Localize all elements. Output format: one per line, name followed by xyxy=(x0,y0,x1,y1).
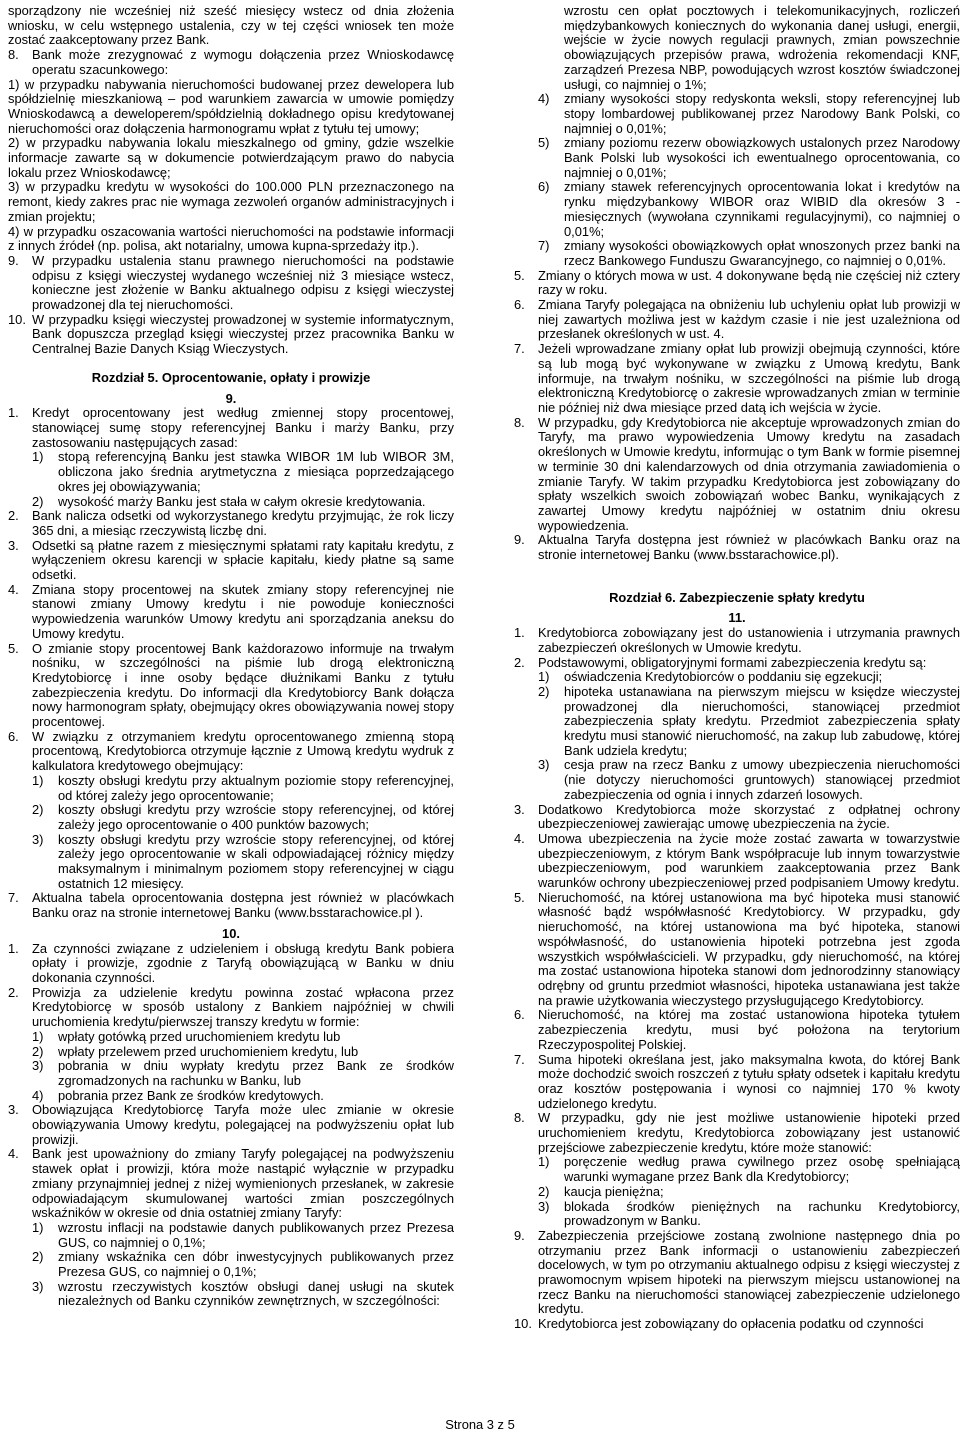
item-text: poręczenie według prawa cywilnego przez osobę spełniającą warunki wymagane przez Bank dla Kredytobiorcy; xyxy=(564,1154,960,1185)
item-text: Bank nalicza odsetki od wykorzystanego kredytu przyjmując, że rok liczy 365 dni, a miesiąc rzeczywistą liczbę dni. xyxy=(32,508,454,538)
numbered-item xyxy=(514,342,960,416)
item-text: kaucja pieniężna; xyxy=(564,1183,664,1199)
item-text: wpłaty gotówką przed uruchomieniem kredytu lub xyxy=(58,1028,341,1044)
list-subitem xyxy=(32,1089,454,1104)
item-number: 7) xyxy=(538,238,550,254)
list-subitem xyxy=(538,4,960,92)
item-text: Bank jest upoważniony do zmiany Taryfy polegającej na podwyższeniu stawek opłat i prowizji, która może nastąpić wyłącznie w przypadku zmiany przynajmniej jednej z niżej wymienionych przesłanek, w zakresie odpowiadającym skumulowanej wartości zmian poszczególnych wskaźników w okresie od dnia ostatniej zmiany Taryfy: xyxy=(32,1146,454,1221)
text-paragraph: 2) w przypadku nabywania lokalu mieszkalnego od gminy, gdzie wszelkie informacje zawarte są w dokumencie potwierdzającym prawo do nabycia lokalu przez Wnioskodawcę; xyxy=(8,135,454,180)
page-number: Strona 3 z 5 xyxy=(445,1417,515,1432)
item-text: wzrostu rzeczywistych kosztów obsługi danej usługi na skutek niezależnych od Banku czynników zewnętrznych, w szczególności: xyxy=(58,1278,454,1309)
list-subitem xyxy=(538,136,960,180)
numbered-item xyxy=(514,832,960,891)
item-text: Zmiany o których mowa w ust. 4 dokonywane będą nie częściej niż cztery razy w roku. xyxy=(538,267,960,298)
item-text: koszty obsługi kredytu przy wzroście stopy referencyjnej, od której zależy jego oprocentowanie o 400 punktów bazowych; xyxy=(58,802,454,832)
left-column xyxy=(8,4,454,1309)
list-subitem xyxy=(538,1200,960,1229)
item-text: stopą referencyjną Banku jest stawka WIBOR 1M lub WIBOR 3M, obliczona jako średnia arytmetyczna z miesiąca poprzedzającego okres jej obowiązywania; xyxy=(58,449,454,494)
item-text: Kredytobiorca zobowiązany jest do ustanowienia i utrzymania prawnych zabezpieczeń określonych w Umowie kredytu. xyxy=(538,625,960,655)
item-number: 4) xyxy=(538,91,550,107)
list-subitem xyxy=(538,92,960,136)
numbered-item xyxy=(514,298,960,342)
item-text: zmiany wysokości obowiązkowych opłat wnoszonych przez banki na rzecz Bankowego Funduszu Gwarancyjnego, co najmniej o 0,01%. xyxy=(564,238,960,268)
item-text: hipoteka ustanawiana na pierwszym miejscu w księdze wieczystej prowadzonej dla nieruchomości, stanowiącej przedmiot zabezpieczenia spłaty kredytu. Przedmiot zabezpieczenia spłaty kredytu musi stanowić nieruchomość, na zakup lub zabudowę, której Bank udziela kredytu; xyxy=(564,683,960,758)
item-text: W przypadku księgi wieczystej prowadzonej w systemie informatycznym, Bank dopuszcza przegląd księgi wieczystej przez pracownika Banku w Centralnej Bazie Danych Ksiąg Wieczystych. xyxy=(32,311,454,357)
item-number: 2) xyxy=(538,1183,550,1199)
item-text: cesja praw na rzecz Banku z umowy ubezpieczenia nieruchomości (nie dotyczy nieruchomości gruntowych) stanowiącej przedmiot zabezpieczenia od ognia i innych zdarzeń losowych. xyxy=(564,757,960,802)
item-text: Dodatkowo Kredytobiorca może skorzystać z odpłatnej ochrony ubezpieczeniowej zawierając umowę ubezpieczenia na życie. xyxy=(538,801,960,832)
list-subitem xyxy=(32,495,454,510)
item-text: Jeżeli wprowadzane zmiany opłat lub prowizji obejmują czynności, które są lub mogą być wykonywane w związku z Umową kredytu, Bank informuje, na trwałym nośniku, w szczególności na piśmie lub drogą elektroniczną Kredytobiorcę o zakresie wprowadzanych zmian w terminie nie później niż dwa miesiące przed datą ich wejścia w życie. xyxy=(538,341,960,415)
text-paragraph: sporządzony nie wcześniej niż sześć miesięcy wstecz od dnia złożenia wniosku, w celu wstępnego ustalenia, czy w tej części wniosek ten może zostać zaakceptowany przez Bank. xyxy=(8,4,454,48)
text-paragraph: 3) w przypadku kredytu w wysokości do 100.000 PLN przeznaczonego na remont, kiedy zakres prac nie wymaga zezwoleń organów administracyjnych i zmian projektu; xyxy=(8,179,454,224)
numbered-item xyxy=(8,254,454,313)
item-number: 1) xyxy=(538,669,550,685)
numbered-item xyxy=(8,942,454,986)
item-text: Aktualna tabela oprocentowania dostępna jest również w placówkach Banku oraz na stronie internetowej Banku (www.bsstarachowice.pl ). xyxy=(32,890,454,921)
numbered-item xyxy=(8,583,454,642)
section-number: 11. xyxy=(728,610,746,626)
item-text: Kredytobiorca jest zobowiązany do opłacenia podatku od czynności xyxy=(538,1316,924,1332)
section-number: 9. xyxy=(225,390,237,406)
item-number: 6. xyxy=(514,297,525,313)
numbered-item xyxy=(8,406,454,450)
item-number: 1. xyxy=(514,625,525,641)
item-text: koszty obsługi kredytu przy aktualnym poziomie stopy referencyjnej, od której zależy jego oprocentowanie; xyxy=(58,772,454,803)
item-number: 5) xyxy=(538,135,550,151)
numbered-item xyxy=(8,539,454,583)
item-number: 6. xyxy=(8,728,19,744)
list-subitem xyxy=(538,670,960,685)
right-column xyxy=(514,4,960,1332)
numbered-item xyxy=(514,626,960,655)
item-number: 7. xyxy=(8,890,19,906)
chapter-heading: Rozdział 6. Zabezpieczenie spłaty kredytu xyxy=(609,589,865,605)
item-text: Zabezpieczenia przejściowe zostaną zwolnione następnego dnia po otrzymaniu przez Bank informacji o ustanowieniu zabezpieczeń docelowych, w tym po otrzymaniu aktualnego odpisu z księgi wieczystej z prawomocnym wpisem hipoteki na pierwszym miejscu ustanowionej na rzecz Banku na nieruchomości stanowiącej zabezpieczenie udzielonego kredytu. xyxy=(538,1227,960,1317)
list-subitem xyxy=(32,1030,454,1045)
item-number: 1. xyxy=(8,940,19,956)
numbered-item xyxy=(514,1111,960,1155)
item-text: Obowiązująca Kredytobiorcę Taryfa może ulec zmianie w okresie obowiązywania Umowy kredytu, polegającej na podwyższeniu opłat lub prowizji. xyxy=(32,1102,454,1147)
item-text: blokada środków pieniężnych na rachunku Kredytobiorcy, prowadzonym w Banku. xyxy=(564,1198,960,1229)
item-number: 2) xyxy=(32,802,44,818)
item-number: 2) xyxy=(32,1043,44,1059)
list-subitem xyxy=(538,685,960,759)
item-number: 8. xyxy=(514,1110,525,1126)
item-text: Odsetki są płatne razem z miesięcznymi spłatami raty kapitału kredytu, z wyłączeniem okresu karencji w spłacie kapitału, kiedy płatne są same odsetki. xyxy=(32,537,454,583)
list-subitem xyxy=(538,180,960,239)
item-number: 1. xyxy=(8,405,19,421)
list-subitem xyxy=(538,758,960,802)
list-subitem xyxy=(32,1059,454,1088)
item-number: 10. xyxy=(8,311,26,327)
list-subitem xyxy=(538,1185,960,1200)
numbered-item xyxy=(514,1229,960,1317)
chapter-heading: Rozdział 5. Oprocentowanie, opłaty i prowizje xyxy=(91,369,371,385)
numbered-item xyxy=(514,1008,960,1052)
list-subitem xyxy=(32,833,454,892)
item-number: 2. xyxy=(8,508,19,524)
item-number: 1) xyxy=(32,772,44,788)
item-text: Podstawowymi, obligatoryjnymi formami zabezpieczenia kredytu są: xyxy=(538,654,927,670)
item-text: Aktualna Taryfa dostępna jest również w placówkach Banku oraz na stronie internetowej Banku (www.bsstarachowice.pl). xyxy=(538,532,960,563)
item-text: W przypadku, gdy nie jest możliwe ustanowienie hipoteki przed uruchomieniem kredytu, Kredytobiorca zobowiązany jest ustanowić przejściowe zabezpieczenie kredytu, które może stanowić: xyxy=(538,1110,960,1155)
numbered-item xyxy=(514,803,960,832)
item-text: W przypadku ustalenia stanu prawnego nieruchomości na podstawie odpisu z księgi wieczystej wydanego wcześniej niż 3 miesiące wstecz, konieczne jest złożenie w Banku aktualnego odpisu z księgi wieczystej prowadzonej dla tej nieruchomości. xyxy=(32,252,454,313)
item-number: 8. xyxy=(8,47,19,63)
item-number: 1) xyxy=(32,449,44,465)
item-number: 1) xyxy=(32,1219,44,1235)
item-text: zmiany wskaźnika cen dóbr inwestycyjnych publikowanych przez Prezesa GUS, co najmniej o 0,1%; xyxy=(58,1249,454,1280)
text-paragraph: 1) w przypadku nabywania nieruchomości budowanej przez dewelopera lub spółdzielnię mieszkaniową – pod warunkiem zawarcia w umowie pomiędzy Wnioskodawcą a deweloperem/spółdzielnią dokładnego opisu kredytowanej nieruchomości oraz dołączenia harmonogramu wpłat z tytułu tej umowy; xyxy=(8,76,454,136)
item-number: 3. xyxy=(514,801,525,817)
numbered-item xyxy=(514,656,960,671)
list-subitem xyxy=(32,450,454,494)
numbered-item xyxy=(514,1317,960,1332)
item-text: Nieruchomość, na której ma zostać ustanowiona hipoteka tytułem zabezpieczenia kredytu, musi być położona na terytorium Rzeczypospolitej Polskiej. xyxy=(538,1007,960,1052)
numbered-item xyxy=(514,416,960,534)
item-text: pobrania przez Bank ze środków kredytowych. xyxy=(58,1087,324,1103)
item-number: 6. xyxy=(514,1007,525,1023)
list-subitem xyxy=(32,1250,454,1279)
item-text: oświadczenia Kredytobiorców o poddaniu się egzekucji; xyxy=(564,669,883,685)
item-number: 1) xyxy=(32,1028,44,1044)
numbered-item xyxy=(8,48,454,77)
item-text: wpłaty przelewem przed uruchomieniem kredytu, lub xyxy=(58,1043,359,1059)
item-number: 3) xyxy=(538,1198,550,1214)
item-text: wysokość marży Banku jest stała w całym okresie kredytowania. xyxy=(58,493,426,509)
item-text: Suma hipoteki określana jest, jako maksymalna kwota, do której Bank może dochodzić swoich roszczeń z tytułu spłaty odsetek i kapitału kredytu oraz kosztów postępowania i wynosi co najmniej 170 % kwoty udzielonego kredytu. xyxy=(538,1051,960,1111)
list-subitem xyxy=(538,1155,960,1184)
item-number: 1) xyxy=(538,1154,550,1170)
item-number: 4. xyxy=(514,830,525,846)
item-number: 7. xyxy=(514,341,525,357)
item-text: W związku z otrzymaniem kredytu oprocentowanego zmienną stopą procentową, Kredytobiorca otrzymuje łącznie z Umową kredytu wydruk z kalkulatora kredytowego obejmujący: xyxy=(32,728,454,774)
section-number: 10. xyxy=(222,925,240,941)
item-number: 2) xyxy=(32,1249,44,1265)
item-text: pobrania w dniu wypłaty kredytu przez Bank ze środków zgromadzonych na rachunku w Banku, lub xyxy=(58,1058,454,1088)
item-number: 5. xyxy=(514,889,525,905)
list-subitem xyxy=(32,774,454,803)
numbered-item xyxy=(8,1103,454,1147)
list-subitem xyxy=(538,239,960,268)
item-number: 9. xyxy=(514,532,525,548)
item-text: koszty obsługi kredytu przy wzroście stopy referencyjnej, od której zależy jego oprocentowanie w skali odpowiadającej różnicy między maksymalnym i minimalnym poziomem stopy referencyjnej w ciągu ostatnich 12 miesięcy. xyxy=(58,831,454,891)
item-number: 9. xyxy=(514,1227,525,1243)
item-number: 4. xyxy=(8,581,19,597)
item-text: O zmianie stopy procentowej Bank każdorazowo informuje na trwałym nośniku, w szczególności na piśmie lub drogą elektroniczną Kredytobiorcę i inne osoby będące dłużnikami Banku z tytułu zabezpieczenia kredytu. Do informacji dla Kredytobiorcy Bank dołącza nowy harmonogram spłaty, obejmujący okres obowiązywania nowej stopy procentowej. xyxy=(32,640,454,730)
item-number: 3. xyxy=(8,1102,19,1118)
item-number: 3) xyxy=(538,757,550,773)
numbered-item xyxy=(514,891,960,1009)
item-number xyxy=(538,4,564,92)
numbered-item xyxy=(8,730,454,774)
item-number: 3) xyxy=(32,1278,44,1294)
spacer xyxy=(514,563,960,577)
item-number: 2. xyxy=(514,654,525,670)
numbered-item xyxy=(514,1053,960,1112)
item-text: zmiany wysokości stopy redyskonta weksli, stopy referencyjnej lub stopy lombardowej publikowanej przez Narodowy Bank Polski, co najmniej o 0,01%; xyxy=(564,91,960,136)
item-text: wzrostu inflacji na podstawie danych publikowanych przez Prezesa GUS, co najmniej o 0,1%; xyxy=(58,1219,454,1250)
item-text: Nieruchomość, na której ustanowiona ma być hipoteka musi stanowić własność bądź współwłasność Kredytobiorcy. W przypadku, gdy nieruchomość, na której ustanowiona ma być hipoteka, stanowi współwłasność, do ustanowienia hipoteki potrzebna jest zgoda wszystkich współwłaścicieli. W przypadku, gdy nieruchomość, na której ma zostać ustanowiona hipoteka stanowi dom jednorodzinny stanowiący odrębny od gruntu przedmiot własności, hipoteka ustanawiana jest także na prawie użytkowania wieczystego przysługującego Kredytobiorcy. xyxy=(538,889,960,1008)
item-number: 2) xyxy=(538,683,550,699)
item-number: 10. xyxy=(514,1316,532,1332)
item-text: Kredyt oprocentowany jest według zmiennej stopy procentowej, stanowiącej sumę stopy referencyjnej Banku i marży Banku, przy zastosowaniu następujących zasad: xyxy=(32,405,454,450)
item-text: Za czynności związane z udzieleniem i obsługą kredytu Bank pobiera opłaty i prowizje, zgodnie z Taryfą obowiązującą w Banku w dniu dokonania czynności. xyxy=(32,940,454,985)
numbered-item xyxy=(8,891,454,920)
item-number: 4. xyxy=(8,1146,19,1162)
numbered-item xyxy=(8,313,454,357)
item-number: 3) xyxy=(32,831,44,847)
item-number: 8. xyxy=(514,414,525,430)
list-subitem xyxy=(32,1221,454,1250)
numbered-item xyxy=(514,533,960,562)
list-subitem xyxy=(32,1045,454,1060)
item-number: 5. xyxy=(8,640,19,656)
item-number: 7. xyxy=(514,1051,525,1067)
numbered-item xyxy=(8,642,454,730)
item-number: 5. xyxy=(514,267,525,283)
item-text: zmiany stawek referencyjnych oprocentowania lokat i kredytów na rynku międzybankowy WIBOR oraz WIBID dla okresów 3 - miesięcznych (wywołana czynnikami regulacyjnymi), co najmniej o 0,01%; xyxy=(564,179,960,239)
list-subitem xyxy=(32,803,454,832)
item-text: wzrostu cen opłat pocztowych i telekomunikacyjnych, rozliczeń międzybankowych koniecznych do wykonania danej usługi, energii, wejście w życie nowych regulacji prawnych, zmian powszechnie obowiązujących przepisów prawa, wdrożenia rekomendacji KNF, zarządzeń Prezesa NBP, powodujących wzrost kosztów świadczonej usługi, co najmniej o 1%; xyxy=(564,4,960,92)
item-text: Zmiana stopy procentowej na skutek zmiany stopy referencyjnej nie stanowi zmiany Umowy kredytu i nie powoduje konieczności wypowiedzenia warunków Umowy kredytu ani sporządzania aneksu do Umowy kredytu. xyxy=(32,581,454,641)
item-text: W przypadku, gdy Kredytobiorca nie akceptuje wprowadzonych zmian do Taryfy, ma prawo wypowiedzenia Umowy kredytu na zasadach określonych w Umowie kredytu, informując o tym Bank w formie pisemnej w terminie 30 dni kalendarzowych od dnia otrzymania zawiadomienia o zmianie Taryfy. W takim przypadku Kredytobiorca jest zobowiązany do spłaty wszelkich swoich zobowiązań wobec Banku, wynikających z zawartej Umowy kredytu najpóźniej w ostatnim dniu okresu wypowiedzenia. xyxy=(538,414,960,533)
numbered-item xyxy=(514,269,960,298)
item-number: 2. xyxy=(8,984,19,1000)
numbered-item xyxy=(8,509,454,538)
item-text: Umowa ubezpieczenia na życie może zostać zawarta w towarzystwie ubezpieczeniowym, z którym Bank współpracuje lub innym towarzystwie ubezpieczeniowym, pod warunkiem zaakceptowania przez Bank warunków ochrony ubezpieczeniowej przed podpisaniem Umowy kredytu. xyxy=(538,830,960,891)
item-text: Prowizja za udzielenie kredytu powinna zostać wpłacona przez Kredytobiorcę w sposób ustalony z Bankiem najpóźniej w chwili uruchomienia kredytu/pierwszej transzy kredytu w formie: xyxy=(32,984,454,1030)
item-text: Zmiana Taryfy polegająca na obniżeniu lub uchyleniu opłat lub prowizji w niej zawartych możliwa jest w każdym czasie i nie jest uzależniona od przesłanek określonych w ust. 4. xyxy=(538,297,960,342)
item-number: 3. xyxy=(8,537,19,553)
item-text: zmiany poziomu rezerw obowiązkowych ustalonych przez Narodowy Bank Polski lub wysokości ich ewentualnego oprocentowania, co najmniej o 0,01%; xyxy=(564,135,960,180)
item-number: 2) xyxy=(32,493,44,509)
item-number: 4) xyxy=(32,1087,44,1103)
item-text: Bank może zrezygnować z wymogu dołączenia przez Wnioskodawcę operatu szacunkowego: xyxy=(32,47,454,77)
item-number: 3) xyxy=(32,1058,44,1074)
item-number: 6) xyxy=(538,179,550,195)
text-paragraph: 4) w przypadku oszacowania wartości nieruchomości na podstawie informacji z innych źródeł (np. polisa, akt notarialny, umowa kupna-sprzedaży itp.). xyxy=(8,223,454,254)
item-number: 9. xyxy=(8,252,19,268)
numbered-item xyxy=(8,1147,454,1221)
numbered-item xyxy=(8,986,454,1030)
list-subitem xyxy=(32,1280,454,1309)
